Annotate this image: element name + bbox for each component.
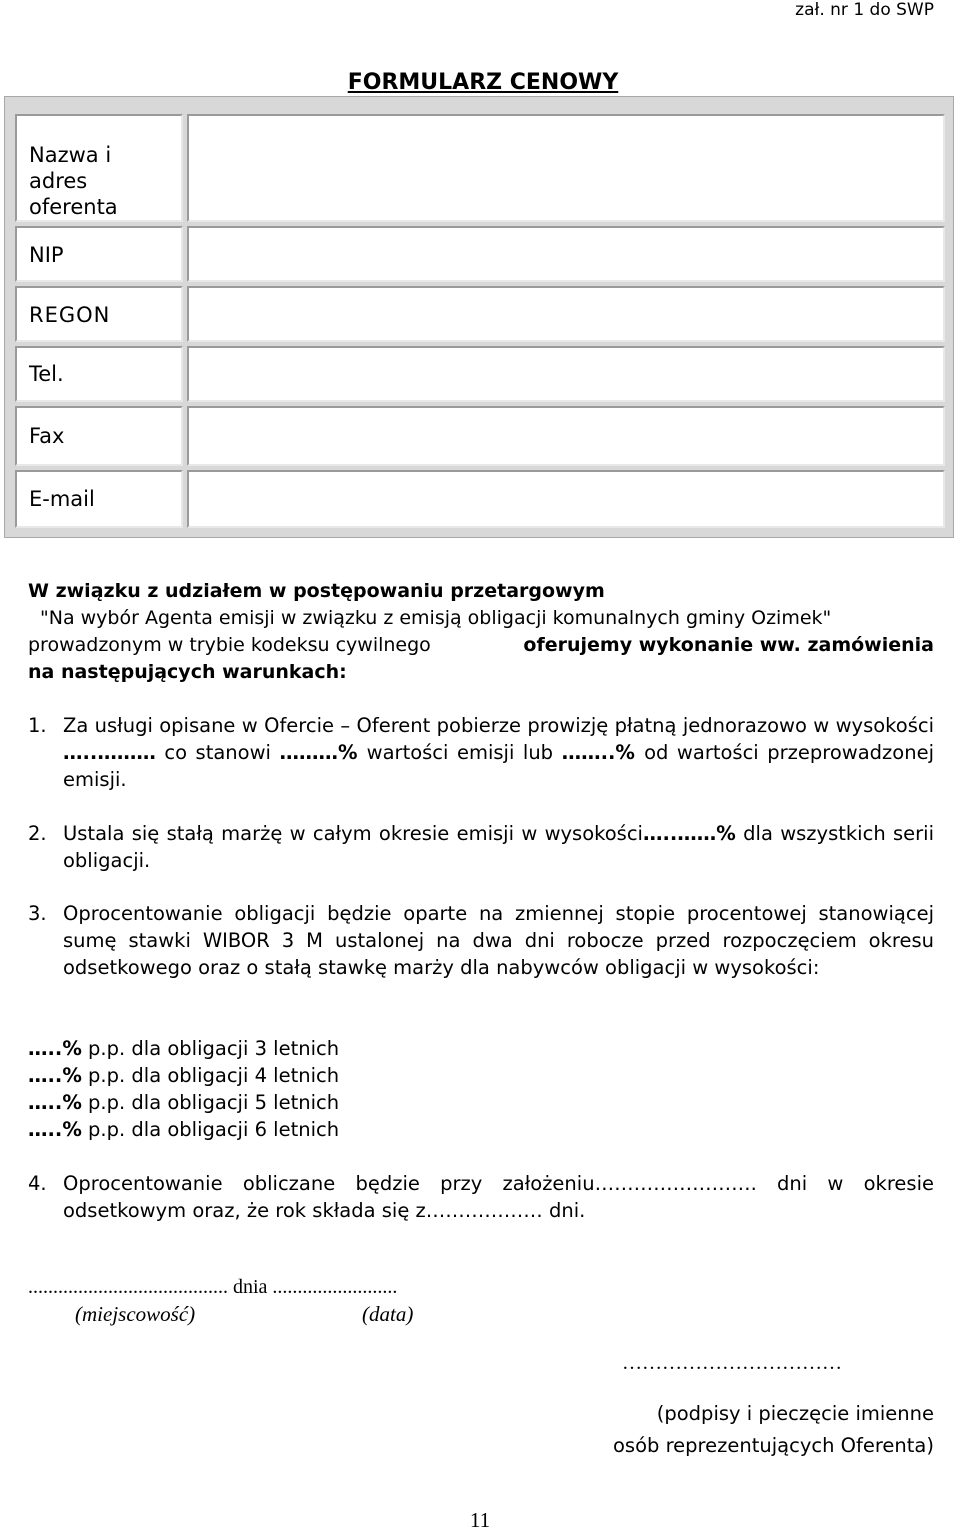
intro-paragraph [28, 578, 934, 686]
place-label: (miejscowość) [75, 1302, 196, 1326]
item-text: Oprocentowanie obliczane będzie przy założeniu……………………. dni w okresie odsetkowym oraz, że rok składa się z……………… dni. [63, 1172, 934, 1222]
item-number: 4. [28, 1172, 47, 1195]
form-label-regon: REGON [29, 303, 111, 327]
form-label-line: Nazwa i [29, 143, 112, 167]
signature-caption-2: osób reprezentujących Oferenta) [612, 1434, 934, 1457]
form-label-email: E-mail [29, 487, 95, 511]
item-text: Za usługi opisane w Ofercie – Oferent pobierze prowizję płatną jednorazowo w wysokości …..……… co stanowi ………% wartości emisji lub ……..% od wartości przeprowadzonej emisji. [63, 714, 934, 791]
form-label-line: oferenta [29, 195, 118, 219]
date-label: (data) [362, 1302, 414, 1326]
form-label-line: adres [29, 169, 88, 193]
intro-line-2: "Na wybór Agenta emisji w związku z emisją obligacji komunalnych gminy Ozimek" [40, 607, 832, 629]
signature-caption-1: (podpisy i pieczęcie imienne [656, 1402, 934, 1425]
form-label-nip: NIP [29, 243, 64, 267]
form-label-cell-name [15, 114, 183, 222]
condition-item-2 [28, 820, 934, 874]
rate-line: …..% p.p. dla obligacji 4 letnich [28, 1064, 340, 1087]
page-number: 11 [469, 1508, 491, 1532]
condition-item-1 [28, 712, 934, 793]
form-label-cell-fax [15, 406, 183, 466]
condition-item-4 [28, 1170, 934, 1224]
item-number: 3. [28, 902, 47, 925]
item-number: 1. [28, 714, 47, 737]
form-label-cell-nip [15, 226, 183, 282]
item-text: Oprocentowanie obligacji będzie oparte na zmiennej stopie procentowej stanowiącej sumę stawki WIBOR 3 M ustalonej na dwa dni robocze przed rozpoczęciem okresu odsetkowego oraz o stałą stawkę marży dla nabywców obligacji w wysokości: [63, 902, 934, 979]
form-field-regon[interactable] [187, 286, 945, 342]
form-label-cell-email [15, 470, 183, 528]
offeror-form-table [4, 96, 954, 538]
form-label-fax: Fax [29, 424, 65, 448]
form-field-fax[interactable] [187, 406, 945, 466]
form-label-cell-regon [15, 286, 183, 342]
intro-line-1: W związku z udziałem w postępowaniu przetargowym [28, 580, 605, 602]
intro-line-3: prowadzonym w trybie kodeksu cywilnego oferujemy wykonanie ww. zamówienia [28, 634, 934, 656]
signature-dots: …………………………… [622, 1352, 842, 1374]
item-text: Ustala się stałą marżę w całym okresie emisji w wysokości…..……% dla wszystkich serii obligacji. [63, 822, 934, 872]
page-title: FORMULARZ CENOWY [347, 70, 619, 95]
rate-line: …..% p.p. dla obligacji 6 letnich [28, 1118, 340, 1141]
rate-line: …..% p.p. dla obligacji 5 letnich [28, 1091, 340, 1114]
form-label-tel: Tel. [29, 362, 64, 386]
condition-item-3 [28, 900, 934, 981]
item-number: 2. [28, 822, 47, 845]
form-label-cell-tel [15, 346, 183, 402]
form-field-tel[interactable] [187, 346, 945, 402]
form-field-email[interactable] [187, 470, 945, 528]
rate-line: …..% p.p. dla obligacji 3 letnich [28, 1037, 340, 1060]
attachment-label: zał. nr 1 do SWP [795, 0, 934, 20]
place-date-line: ........................................ dnia ......................... [28, 1276, 398, 1298]
intro-line-4: na następujących warunkach: [28, 661, 347, 683]
form-field-nip[interactable] [187, 226, 945, 282]
form-field-name-address[interactable] [187, 114, 945, 222]
